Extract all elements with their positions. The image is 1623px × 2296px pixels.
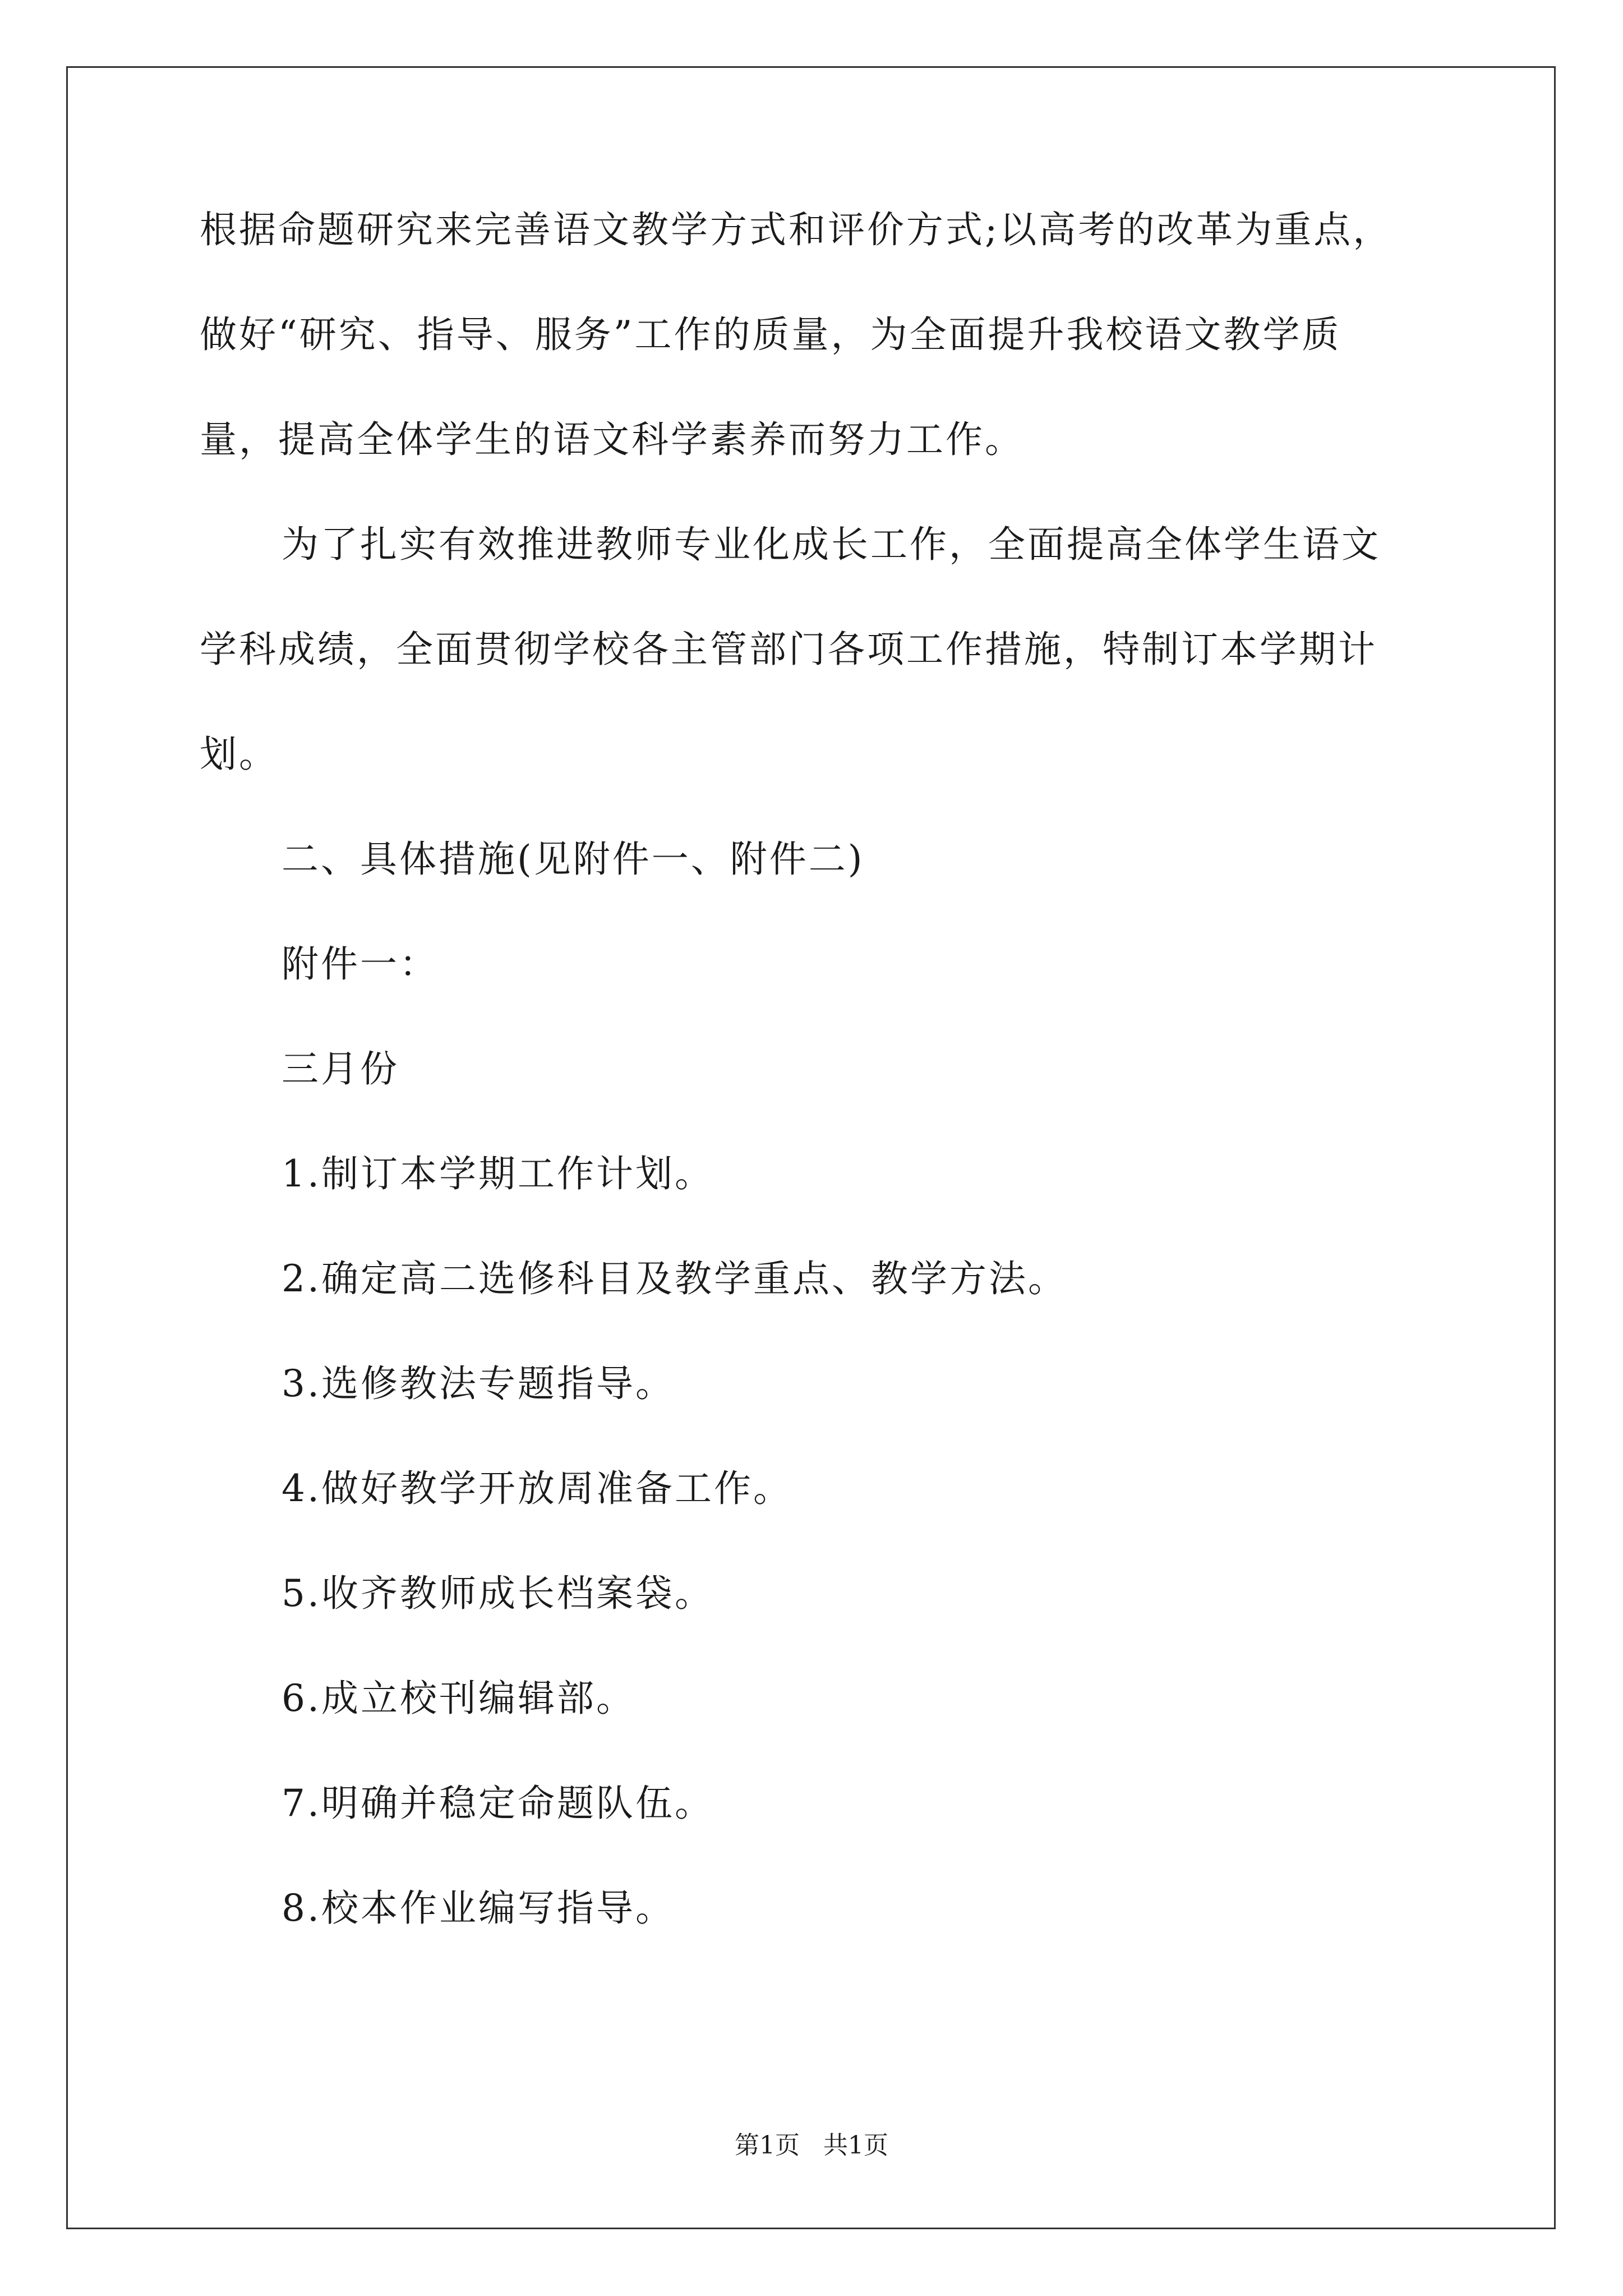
list-item: 8.校本作业编写指导。	[282, 1887, 675, 1930]
paragraph-2-line-2: 学科成绩，全面贯彻学校各主管部门各项工作措施，特制订本学期计	[200, 628, 1377, 671]
page-footer: 第1页 共1页	[735, 2131, 888, 2160]
list-item: 3.选修教法专题指导。	[282, 1362, 675, 1405]
list-item: 7.明确并稳定命题队伍。	[282, 1782, 714, 1825]
paragraph-1-line-3: 量，提高全体学生的语文科学素养而努力工作。	[200, 418, 1024, 461]
month-label: 三月份	[282, 1047, 399, 1091]
section-heading: 二、具体措施(见附件一、附件二)	[282, 838, 865, 881]
paragraph-1-line-2: 做好“研究、指导、服务”工作的质量，为全面提升我校语文教学质	[200, 313, 1341, 356]
attachment-label: 附件一：	[282, 942, 439, 986]
paragraph-2-line-1: 为了扎实有效推进教师专业化成长工作，全面提高全体学生语文	[282, 523, 1381, 566]
list-item: 1.制订本学期工作计划。	[282, 1152, 714, 1195]
list-item: 6.成立校刊编辑部。	[282, 1677, 635, 1720]
paragraph-1-line-1: 根据命题研究来完善语文教学方式和评价方式;以高考的改革为重点，	[200, 208, 1393, 251]
list-item: 4.做好教学开放周准备工作。	[282, 1467, 792, 1510]
list-item: 2.确定高二选修科目及教学重点、教学方法。	[282, 1257, 1067, 1300]
list-item: 5.收齐教师成长档案袋。	[282, 1572, 714, 1615]
paragraph-2-line-3: 划。	[200, 733, 278, 776]
